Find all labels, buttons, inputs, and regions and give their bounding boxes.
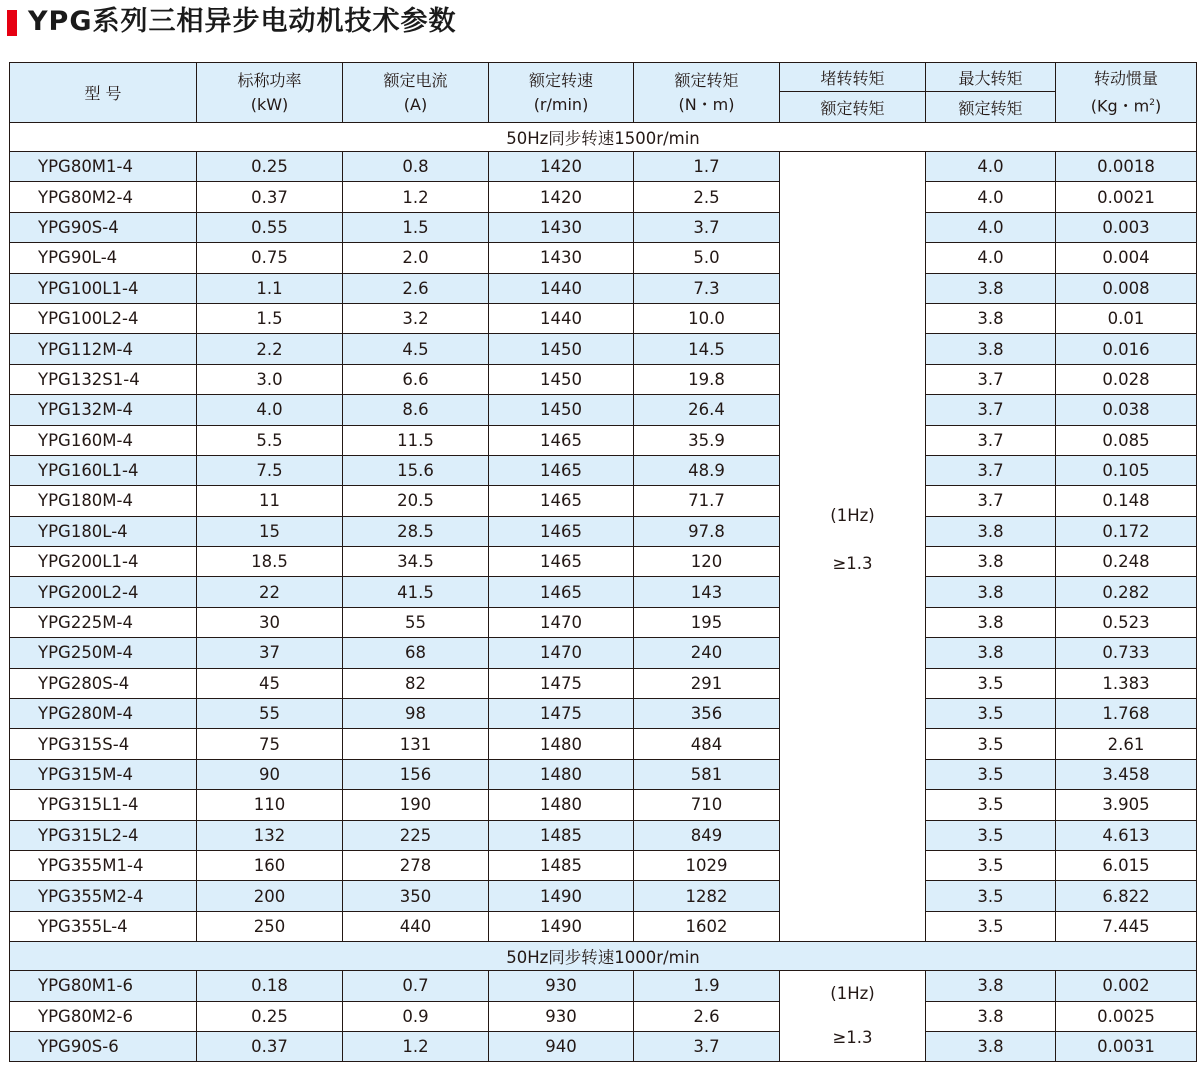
header-current-label: 额定电流 [383,70,448,90]
cell-power: 11 [197,486,343,516]
cell-model: YPG90S-4 [10,212,197,242]
spec-table-body [10,123,1197,1062]
cell-model: YPG100L2-4 [10,303,197,333]
cell-torque: 484 [634,729,780,759]
cell-current: 55 [343,607,489,637]
cell-current: 131 [343,729,489,759]
cell-power: 37 [197,638,343,668]
cell-model: YPG132S1-4 [10,364,197,394]
cell-inertia: 0.016 [1056,334,1197,364]
table-row [10,273,1197,303]
cell-model: YPG80M2-4 [10,182,197,212]
table-row [10,638,1197,668]
cell-current: 3.2 [343,303,489,333]
cell-model: YPG132M-4 [10,395,197,425]
cell-speed: 1450 [489,364,634,394]
table-row [10,425,1197,455]
cell-power: 250 [197,911,343,941]
cell-current: 68 [343,638,489,668]
cell-power: 45 [197,668,343,698]
cell-torque: 356 [634,699,780,729]
cell-model: YPG200L1-4 [10,547,197,577]
cell-inertia: 7.445 [1056,911,1197,941]
cell-power: 110 [197,790,343,820]
cell-max-torque-ratio: 3.5 [926,850,1056,880]
cell-power: 2.2 [197,334,343,364]
cell-current: 2.0 [343,243,489,273]
cell-locked-torque-ratio [780,971,926,1062]
header-speed [489,63,634,123]
cell-model: YPG80M1-4 [10,152,197,182]
cell-current: 190 [343,790,489,820]
header-current-unit: (A) [403,94,428,114]
cell-speed: 1465 [489,455,634,485]
cell-current: 4.5 [343,334,489,364]
header-torque-label: 额定转矩 [674,70,739,90]
cell-current: 440 [343,911,489,941]
cell-speed: 1440 [489,303,634,333]
cell-torque: 849 [634,820,780,850]
header-current [343,63,489,123]
cell-max-torque-ratio: 3.8 [926,547,1056,577]
table-row [10,850,1197,880]
cell-speed: 1475 [489,699,634,729]
cell-locked-torque-ratio [780,152,926,942]
cell-power: 7.5 [197,455,343,485]
section-label: 50Hz同步转速1500r/min [10,123,1197,152]
cell-inertia: 3.905 [1056,790,1197,820]
cell-current: 8.6 [343,395,489,425]
table-row [10,1031,1197,1061]
cell-torque: 710 [634,790,780,820]
cell-speed: 1465 [489,547,634,577]
header-speed-label: 额定转速 [528,70,593,90]
cell-max-torque-ratio: 3.8 [926,516,1056,546]
cell-power: 1.5 [197,303,343,333]
cell-speed: 930 [489,1001,634,1031]
cell-power: 0.37 [197,182,343,212]
cell-inertia: 1.768 [1056,699,1197,729]
cell-max-torque-ratio: 3.5 [926,911,1056,941]
cell-current: 156 [343,759,489,789]
cell-model: YPG112M-4 [10,334,197,364]
cell-speed: 1490 [489,911,634,941]
header-power-unit: (kW) [250,94,289,114]
table-row [10,455,1197,485]
table-row [10,790,1197,820]
table-row [10,334,1197,364]
table-row [10,395,1197,425]
cell-inertia: 6.015 [1056,850,1197,880]
cell-inertia: 0.004 [1056,243,1197,273]
cell-inertia: 0.085 [1056,425,1197,455]
cell-speed: 1465 [489,516,634,546]
table-row [10,971,1197,1001]
cell-max-torque-ratio: 4.0 [926,182,1056,212]
locked-ratio-value: ≥1.3 [832,554,873,573]
cell-current: 225 [343,820,489,850]
header-inertia-unit [1056,91,1196,118]
cell-speed: 1420 [489,152,634,182]
cell-power: 4.0 [197,395,343,425]
cell-speed: 1480 [489,759,634,789]
cell-torque: 1.7 [634,152,780,182]
table-row [10,1001,1197,1031]
cell-power: 0.25 [197,152,343,182]
cell-max-torque-ratio: 4.0 [926,243,1056,273]
cell-current: 20.5 [343,486,489,516]
cell-current: 6.6 [343,364,489,394]
cell-speed: 1430 [489,243,634,273]
cell-speed: 1465 [489,486,634,516]
cell-model: YPG80M2-6 [10,1001,197,1031]
locked-ratio-value: ≥1.3 [832,1028,873,1048]
table-row [10,607,1197,637]
cell-max-torque-ratio: 3.8 [926,334,1056,364]
table-row [10,212,1197,242]
cell-torque: 240 [634,638,780,668]
table-row [10,547,1197,577]
cell-speed: 1470 [489,638,634,668]
table-row [10,577,1197,607]
cell-torque: 7.3 [634,273,780,303]
cell-current: 28.5 [343,516,489,546]
cell-current: 11.5 [343,425,489,455]
cell-inertia: 0.0021 [1056,182,1197,212]
cell-current: 0.8 [343,152,489,182]
locked-ratio-frequency: (1Hz) [830,506,875,525]
cell-max-torque-ratio: 3.8 [926,577,1056,607]
cell-max-torque-ratio: 3.8 [926,607,1056,637]
cell-model: YPG90L-4 [10,243,197,273]
cell-power: 30 [197,607,343,637]
section-row [10,942,1197,971]
cell-current: 278 [343,850,489,880]
cell-power: 0.55 [197,212,343,242]
table-row [10,699,1197,729]
header-model: 型 号 [10,63,197,123]
cell-torque: 71.7 [634,486,780,516]
cell-torque: 581 [634,759,780,789]
cell-speed: 1480 [489,729,634,759]
cell-current: 41.5 [343,577,489,607]
cell-speed: 1490 [489,881,634,911]
cell-speed: 1450 [489,395,634,425]
cell-max-torque-ratio: 3.5 [926,881,1056,911]
header-inertia [1056,63,1197,123]
table-row [10,364,1197,394]
cell-torque: 97.8 [634,516,780,546]
cell-power: 132 [197,820,343,850]
cell-model: YPG100L1-4 [10,273,197,303]
cell-torque: 48.9 [634,455,780,485]
cell-torque: 291 [634,668,780,698]
cell-power: 75 [197,729,343,759]
cell-torque: 3.7 [634,1031,780,1061]
cell-power: 90 [197,759,343,789]
cell-inertia: 6.822 [1056,881,1197,911]
cell-model: YPG280S-4 [10,668,197,698]
cell-max-torque-ratio: 3.5 [926,820,1056,850]
cell-speed: 1485 [489,850,634,880]
cell-inertia: 0.105 [1056,455,1197,485]
cell-power: 0.18 [197,971,343,1001]
header-locked-torque-denominator: 额定转矩 [780,92,926,123]
cell-inertia: 0.038 [1056,395,1197,425]
merged-cell-spacer [780,152,925,492]
cell-torque: 5.0 [634,243,780,273]
cell-max-torque-ratio: 3.7 [926,364,1056,394]
cell-current: 0.7 [343,971,489,1001]
cell-max-torque-ratio: 3.5 [926,729,1056,759]
cell-inertia: 0.01 [1056,303,1197,333]
cell-inertia: 0.028 [1056,364,1197,394]
cell-max-torque-ratio: 3.5 [926,790,1056,820]
cell-inertia: 0.282 [1056,577,1197,607]
spec-table [9,62,1197,1062]
cell-speed: 1465 [489,577,634,607]
cell-current: 350 [343,881,489,911]
cell-inertia: 0.248 [1056,547,1197,577]
header-inertia-unit-text: (Kg・m [1090,96,1150,116]
cell-torque: 1029 [634,850,780,880]
section-label: 50Hz同步转速1000r/min [10,942,1197,971]
header-max-torque: 最大转矩 [926,63,1056,92]
cell-speed: 1430 [489,212,634,242]
cell-inertia: 0.0031 [1056,1031,1197,1061]
table-row [10,881,1197,911]
cell-current: 1.2 [343,182,489,212]
header-inertia-label: 转动惯量 [1093,68,1158,88]
cell-power: 0.75 [197,243,343,273]
header-power [197,63,343,123]
cell-speed: 1485 [489,820,634,850]
header-locked-torque: 堵转转矩 [780,63,926,92]
cell-max-torque-ratio: 3.5 [926,759,1056,789]
cell-inertia: 0.172 [1056,516,1197,546]
cell-power: 0.25 [197,1001,343,1031]
cell-torque: 10.0 [634,303,780,333]
cell-power: 55 [197,699,343,729]
cell-max-torque-ratio: 3.5 [926,699,1056,729]
cell-model: YPG160M-4 [10,425,197,455]
cell-power: 3.0 [197,364,343,394]
table-row [10,820,1197,850]
cell-max-torque-ratio: 3.8 [926,273,1056,303]
cell-current: 82 [343,668,489,698]
cell-model: YPG315S-4 [10,729,197,759]
cell-speed: 1475 [489,668,634,698]
cell-power: 15 [197,516,343,546]
cell-current: 34.5 [343,547,489,577]
cell-inertia: 0.148 [1056,486,1197,516]
cell-torque: 2.5 [634,182,780,212]
cell-torque: 2.6 [634,1001,780,1031]
cell-torque: 195 [634,607,780,637]
cell-inertia: 0.0018 [1056,152,1197,182]
cell-torque: 1.9 [634,971,780,1001]
cell-current: 1.5 [343,212,489,242]
cell-model: YPG180M-4 [10,486,197,516]
cell-torque: 143 [634,577,780,607]
cell-max-torque-ratio: 3.7 [926,425,1056,455]
cell-model: YPG225M-4 [10,607,197,637]
cell-model: YPG250M-4 [10,638,197,668]
cell-model: YPG355M1-4 [10,850,197,880]
cell-inertia: 0.0025 [1056,1001,1197,1031]
cell-model: YPG180L-4 [10,516,197,546]
cell-power: 5.5 [197,425,343,455]
section-row [10,123,1197,152]
header-inertia-close: ) [1154,96,1162,116]
cell-power: 22 [197,577,343,607]
cell-inertia: 4.613 [1056,820,1197,850]
cell-inertia: 0.008 [1056,273,1197,303]
cell-inertia: 0.002 [1056,971,1197,1001]
cell-speed: 1470 [489,607,634,637]
table-row [10,729,1197,759]
cell-speed: 1480 [489,790,634,820]
cell-speed: 940 [489,1031,634,1061]
cell-current: 2.6 [343,273,489,303]
cell-power: 0.37 [197,1031,343,1061]
table-row [10,516,1197,546]
cell-current: 98 [343,699,489,729]
header-max-torque-denominator: 额定转矩 [926,92,1056,123]
cell-torque: 120 [634,547,780,577]
header-inertia-superscript: 2 [1149,97,1155,108]
cell-speed: 1465 [489,425,634,455]
cell-current: 0.9 [343,1001,489,1031]
cell-model: YPG315L2-4 [10,820,197,850]
header-torque [634,63,780,123]
cell-inertia: 0.733 [1056,638,1197,668]
cell-max-torque-ratio: 3.7 [926,395,1056,425]
cell-current: 1.2 [343,1031,489,1061]
cell-torque: 1282 [634,881,780,911]
cell-inertia: 1.383 [1056,668,1197,698]
table-row [10,303,1197,333]
table-row [10,668,1197,698]
cell-speed: 1440 [489,273,634,303]
table-row [10,759,1197,789]
cell-max-torque-ratio: 3.7 [926,486,1056,516]
cell-torque: 3.7 [634,212,780,242]
cell-power: 160 [197,850,343,880]
header-speed-unit: (r/min) [533,94,589,114]
cell-model: YPG90S-6 [10,1031,197,1061]
cell-torque: 26.4 [634,395,780,425]
cell-torque: 19.8 [634,364,780,394]
cell-max-torque-ratio: 3.7 [926,455,1056,485]
cell-max-torque-ratio: 3.8 [926,971,1056,1001]
header-power-label: 标称功率 [237,70,302,90]
cell-max-torque-ratio: 3.5 [926,668,1056,698]
table-row [10,243,1197,273]
table-row [10,911,1197,941]
header-torque-unit: (N・m) [678,94,735,114]
cell-model: YPG200L2-4 [10,577,197,607]
cell-model: YPG355L-4 [10,911,197,941]
table-row [10,182,1197,212]
locked-ratio-frequency: (1Hz) [830,984,875,1004]
cell-current: 15.6 [343,455,489,485]
cell-max-torque-ratio: 3.8 [926,638,1056,668]
table-row [10,486,1197,516]
cell-max-torque-ratio: 4.0 [926,212,1056,242]
cell-power: 1.1 [197,273,343,303]
cell-torque: 14.5 [634,334,780,364]
title-accent-bar [7,10,17,36]
cell-inertia: 0.003 [1056,212,1197,242]
cell-torque: 1602 [634,911,780,941]
cell-model: YPG355M2-4 [10,881,197,911]
cell-model: YPG160L1-4 [10,455,197,485]
cell-max-torque-ratio: 3.8 [926,303,1056,333]
cell-power: 18.5 [197,547,343,577]
cell-inertia: 0.523 [1056,607,1197,637]
cell-speed: 1420 [489,182,634,212]
cell-max-torque-ratio: 3.8 [926,1031,1056,1061]
cell-model: YPG280M-4 [10,699,197,729]
cell-model: YPG315M-4 [10,759,197,789]
cell-max-torque-ratio: 4.0 [926,152,1056,182]
cell-speed: 1450 [489,334,634,364]
table-row [10,152,1197,182]
cell-torque: 35.9 [634,425,780,455]
cell-power: 200 [197,881,343,911]
cell-inertia: 2.61 [1056,729,1197,759]
cell-model: YPG80M1-6 [10,971,197,1001]
page-title: YPG系列三相异步电动机技术参数 [28,6,457,37]
cell-max-torque-ratio: 3.8 [926,1001,1056,1031]
cell-speed: 930 [489,971,634,1001]
cell-model: YPG315L1-4 [10,790,197,820]
cell-inertia: 3.458 [1056,759,1197,789]
